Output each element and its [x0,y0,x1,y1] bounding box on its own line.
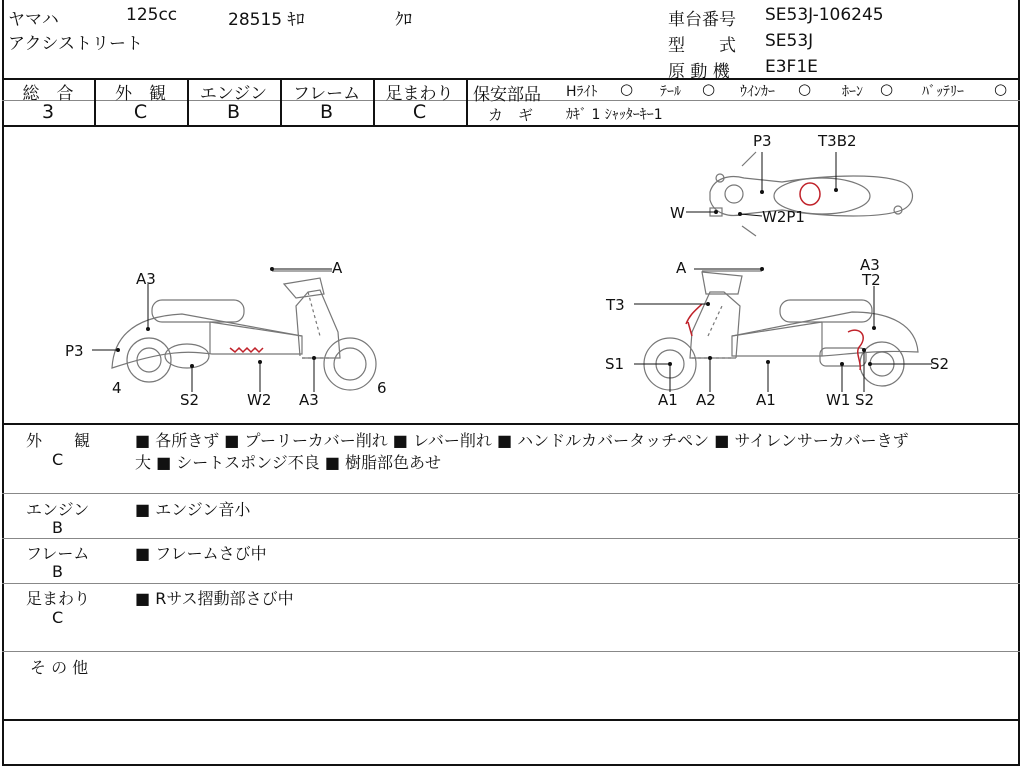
engine-label: エンジン [199,84,268,104]
right-label: A1 [658,391,678,409]
scooter-diagram [2,126,1020,423]
rule [2,719,1020,721]
section-note: ■ 各所きず ■ プーリーカバー削れ ■ レバー削れ ■ ハンドルカバータッチペン ■ サイレンサーカバーきず [135,431,909,450]
type-label: 型 式 [668,36,736,56]
ok-mark: ○ [620,80,634,98]
section-grade: B [52,562,63,581]
keys-value: ｶｷﾞ 1 ｼｬｯﾀｰｷｰ1 [566,107,663,123]
ok-mark: ○ [798,80,812,98]
damage-mark [230,348,263,352]
section-title: エンジン [26,500,90,519]
damage-mark [848,330,863,370]
right-label: T3 [606,296,625,314]
right-leaders [634,269,932,392]
maker: ヤマハ [8,10,59,30]
overall-label: 総 合 [22,84,74,104]
right-label: S2 [855,391,875,409]
section-title: 外 観 [26,431,91,450]
right-label: A3 [860,256,880,274]
left-scooter-outline [112,271,376,390]
safety-winker: ｳｲﾝｶｰ [740,84,775,100]
ok-mark: ○ [994,80,1008,98]
left-label: 4 [112,379,122,397]
left-leaders [92,269,332,392]
right-label: A [676,259,687,277]
section-grade: B [52,518,63,537]
rule [2,651,1020,652]
left-label: W2 [247,391,272,409]
right-label: W1 [826,391,851,409]
engine-code-label: 原 動 機 [668,62,730,82]
left-label: 6 [377,379,387,397]
engine-code-value: E3F1E [765,57,818,77]
rule [2,583,1020,584]
ok-mark: ○ [880,80,894,98]
damage-mark [800,183,820,205]
section-note: ■ フレームさび中 [135,544,267,563]
right-label: A2 [696,391,716,409]
displacement: 125cc [126,5,178,25]
section-grade: C [52,608,64,627]
left-label: S2 [180,391,200,409]
type-value: SE53J [765,31,814,51]
top-label: P3 [753,132,772,150]
frame-number-value: SE53J-106245 [765,5,884,25]
left-label: P3 [65,342,84,360]
exterior-label: 外 観 [115,84,166,104]
safety-taillight: ﾃｰﾙ [660,84,681,100]
left-label: A3 [299,391,319,409]
section-title: そ の 他 [30,658,89,677]
frame-label: フレーム [292,84,361,104]
model-name: アクシストリート [8,34,143,54]
rule [2,423,1020,425]
exterior-grade: C [133,101,148,123]
left-label: A [332,259,343,277]
safety-headlight: Hﾗｲﾄ [566,84,598,100]
top-label: T3B2 [818,132,857,150]
mileage: 28515 ｷﾛ [228,10,305,30]
safety-parts-label: 保安部品 [473,85,541,105]
section-title: フレーム [26,544,90,563]
top-label: W [670,204,685,222]
ok-mark: ○ [702,80,716,98]
section-title: 足まわり [26,589,91,608]
engine-grade: B [226,101,241,123]
frame-number-label: 車台番号 [668,10,736,30]
suspension-grade: C [412,101,427,123]
suspension-label: 足まわり [385,84,454,104]
right-label: S1 [605,355,625,373]
left-label: A3 [136,270,156,288]
overall-grade: 3 [41,101,55,123]
rule [2,493,1020,494]
section-note: ■ Rサス摺動部さび中 [135,589,294,608]
safety-horn: ﾎｰﾝ [842,84,863,100]
right-label: A1 [756,391,776,409]
col-divider [466,78,468,125]
right-label: S2 [930,355,950,373]
frame-grade: B [319,101,334,123]
rule [2,538,1020,539]
color: ｸﾛ [395,10,412,30]
section-note: 大 ■ シートスポンジ不良 ■ 樹脂部色あせ [135,453,442,472]
damage-mark [686,304,702,336]
top-label: W2P1 [762,208,805,226]
safety-battery: ﾊﾞｯﾃﾘｰ [922,84,964,100]
section-note: ■ エンジン音小 [135,500,251,519]
keys-label: カ ギ [488,106,534,124]
top-view-outline [710,152,913,236]
right-label: T2 [862,271,881,289]
section-grade: C [52,450,64,469]
